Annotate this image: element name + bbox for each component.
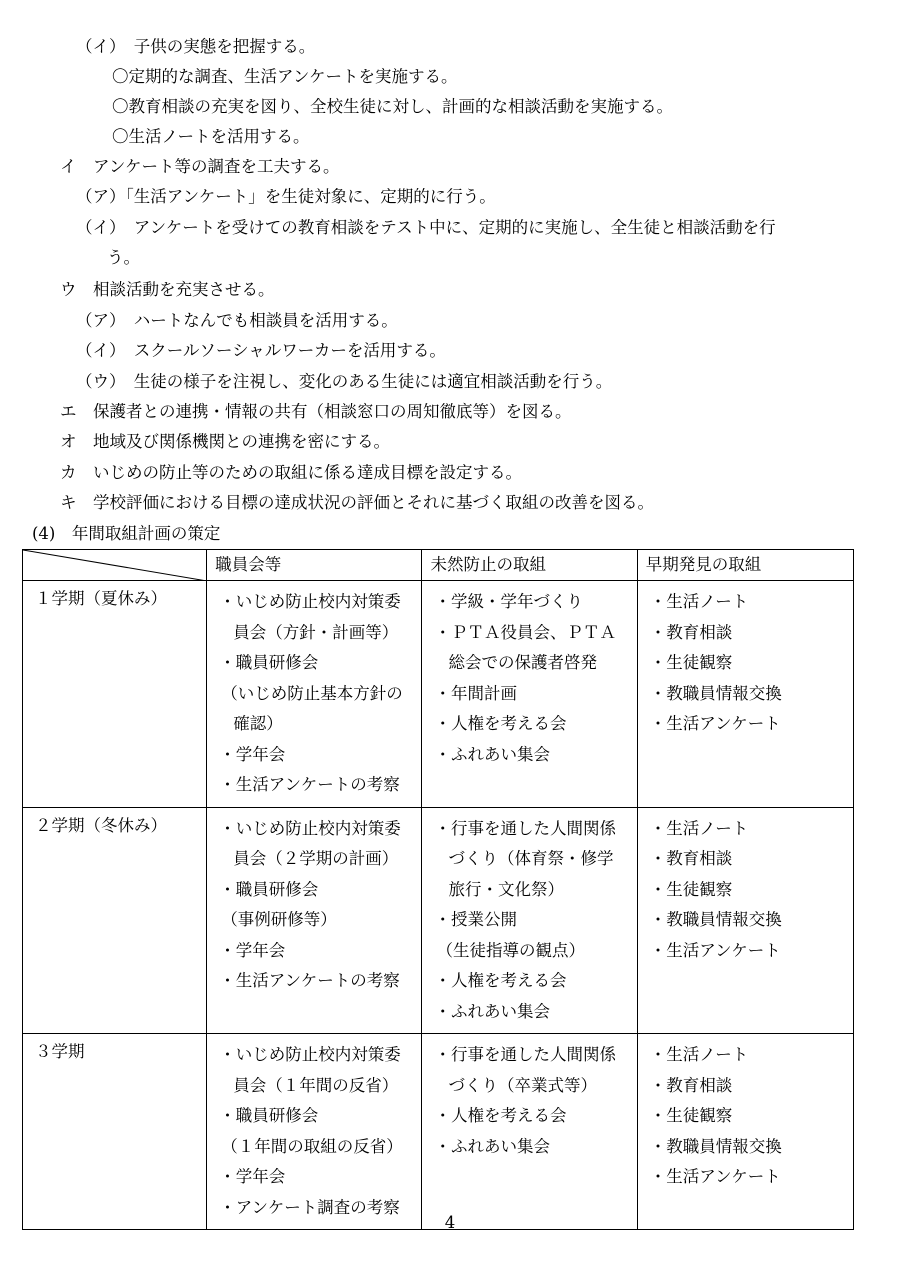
list-item: ・授業公開 <box>434 910 517 929</box>
list-item: ・生活アンケート <box>649 714 781 733</box>
list-item: 員会（２学期の計画） <box>233 849 399 868</box>
prevention-cell <box>422 807 637 1034</box>
table-header-row <box>23 550 854 581</box>
list-item: ・いじめ防止校内対策委 <box>219 1045 401 1064</box>
early-detection-cell <box>637 807 853 1034</box>
list-item: ・学級・学年づくり <box>434 592 583 611</box>
list-item: ・行事を通した人間関係 <box>434 818 616 838</box>
text-line: （イ） アンケートを受けての教育相談をテスト中に、定期的に実施し、全生徒と相談活動を行 <box>76 218 776 237</box>
list-item: 総会での保護者啓発 <box>448 653 597 672</box>
list-item: ・生徒観察 <box>649 879 733 899</box>
page-number: 4 <box>444 1213 456 1232</box>
list-item: ・ふれあい集会 <box>434 1001 550 1021</box>
early-detection-cell <box>637 1034 853 1230</box>
text-line: （イ） スクールソーシャルワーカーを活用する。 <box>76 341 446 360</box>
prevention-cell <box>422 581 637 808</box>
corner-cell <box>23 550 207 581</box>
text-line: （ウ） 生徒の様子を注視し、変化のある生徒には適宜相談活動を行う。 <box>76 372 613 391</box>
term-cell: １学期（夏休み） <box>23 581 207 808</box>
list-item: ・職員研修会 <box>219 879 319 899</box>
table-row <box>23 581 854 808</box>
list-item: ・人権を考える会 <box>434 714 567 733</box>
header-staff: 職員会等 <box>207 550 422 581</box>
list-item: ・生徒観察 <box>649 653 733 672</box>
term-cell: ２学期（冬休み） <box>23 807 207 1034</box>
text-line: う。 <box>107 248 140 267</box>
staff-cell <box>207 807 422 1034</box>
list-item: ・生活アンケート <box>649 940 781 960</box>
annual-plan-table <box>22 549 854 1230</box>
list-item: ・教育相談 <box>649 849 733 868</box>
list-item: ・生活ノート <box>649 1045 749 1064</box>
header-prevention: 未然防止の取組 <box>422 550 637 581</box>
section-heading: (4) 年間取組計画の策定 <box>32 524 221 543</box>
staff-cell <box>207 581 422 808</box>
early-detection-cell <box>637 581 853 808</box>
list-item: ・生徒観察 <box>649 1106 733 1125</box>
list-item: ・教職員情報交換 <box>649 910 782 929</box>
list-item: ・行事を通した人間関係 <box>434 1045 616 1064</box>
list-item: ・いじめ防止校内対策委 <box>219 592 401 611</box>
list-item: （１年間の取組の反省） <box>221 1136 403 1156</box>
list-item: （いじめ防止基本方針の <box>221 683 403 703</box>
list-item: ・教育相談 <box>649 622 733 642</box>
text-line: 〇生活ノートを活用する。 <box>112 127 310 146</box>
list-item: 確認） <box>233 714 283 733</box>
text-line: 〇教育相談の充実を図り、全校生徒に対し、計画的な相談活動を実施する。 <box>112 97 673 116</box>
list-item: ・職員研修会 <box>219 653 319 672</box>
list-item: ・職員研修会 <box>219 1106 319 1125</box>
text-line: キ 学校評価における目標の達成状況の評価とそれに基づく取組の改善を図る。 <box>60 493 654 512</box>
list-item: ・生活ノート <box>649 818 749 838</box>
text-line: （ア）「生活アンケート」を生徒対象に、定期的に行う。 <box>76 187 496 206</box>
list-item: ・教職員情報交換 <box>649 1136 782 1156</box>
list-item: づくり（卒業式等） <box>448 1075 597 1095</box>
list-item: 員会（方針・計画等） <box>233 622 399 642</box>
header-early-detection: 早期発見の取組 <box>637 550 853 581</box>
list-item: ・学年会 <box>219 940 286 960</box>
text-line: オ 地域及び関係機関との連携を密にする。 <box>60 432 390 451</box>
list-item: ・学年会 <box>219 1167 286 1186</box>
list-item: ・人権を考える会 <box>434 1106 567 1125</box>
list-item: 員会（１年間の反省） <box>233 1075 399 1095</box>
staff-cell <box>207 1034 422 1230</box>
term-cell: ３学期 <box>23 1034 207 1230</box>
table-row <box>23 1034 854 1230</box>
list-item: づくり（体育祭・修学 <box>448 849 614 868</box>
list-item: ・ＰＴＡ役員会、ＰＴＡ <box>434 622 616 642</box>
list-item: ・生活アンケートの考察 <box>219 775 400 794</box>
diagonal-line <box>23 550 207 581</box>
text-line: カ いじめの防止等のための取組に係る達成目標を設定する。 <box>60 463 522 482</box>
list-item: （生徒指導の観点） <box>436 940 585 960</box>
list-item: ・学年会 <box>219 744 286 764</box>
list-item: ・生活アンケートの考察 <box>219 971 400 990</box>
prevention-cell <box>422 1034 637 1230</box>
list-item: ・生活ノート <box>649 592 749 611</box>
list-item: ・ふれあい集会 <box>434 1136 550 1156</box>
list-item: （事例研修等） <box>221 910 337 929</box>
text-line: イ アンケート等の調査を工夫する。 <box>60 157 340 176</box>
text-line: （イ） 子供の実態を把握する。 <box>76 37 316 56</box>
list-item: ・教育相談 <box>649 1075 733 1095</box>
table-row <box>23 807 854 1034</box>
text-line: ウ 相談活動を充実させる。 <box>60 280 275 299</box>
text-line: （ア） ハートなんでも相談員を活用する。 <box>76 311 398 330</box>
list-item: ・生活アンケート <box>649 1167 781 1186</box>
list-item: ・教職員情報交換 <box>649 683 782 703</box>
list-item: ・年間計画 <box>434 683 517 703</box>
list-item: ・ふれあい集会 <box>434 744 550 764</box>
list-item: 旅行・文化祭） <box>448 879 564 899</box>
text-line: 〇定期的な調査、生活アンケートを実施する。 <box>112 67 458 86</box>
text-line: エ 保護者との連携・情報の共有（相談窓口の周知徹底等）を図る。 <box>60 402 572 421</box>
list-item: ・人権を考える会 <box>434 971 567 990</box>
list-item: ・いじめ防止校内対策委 <box>219 818 401 838</box>
list-item: ・アンケート調査の考察 <box>219 1197 400 1217</box>
